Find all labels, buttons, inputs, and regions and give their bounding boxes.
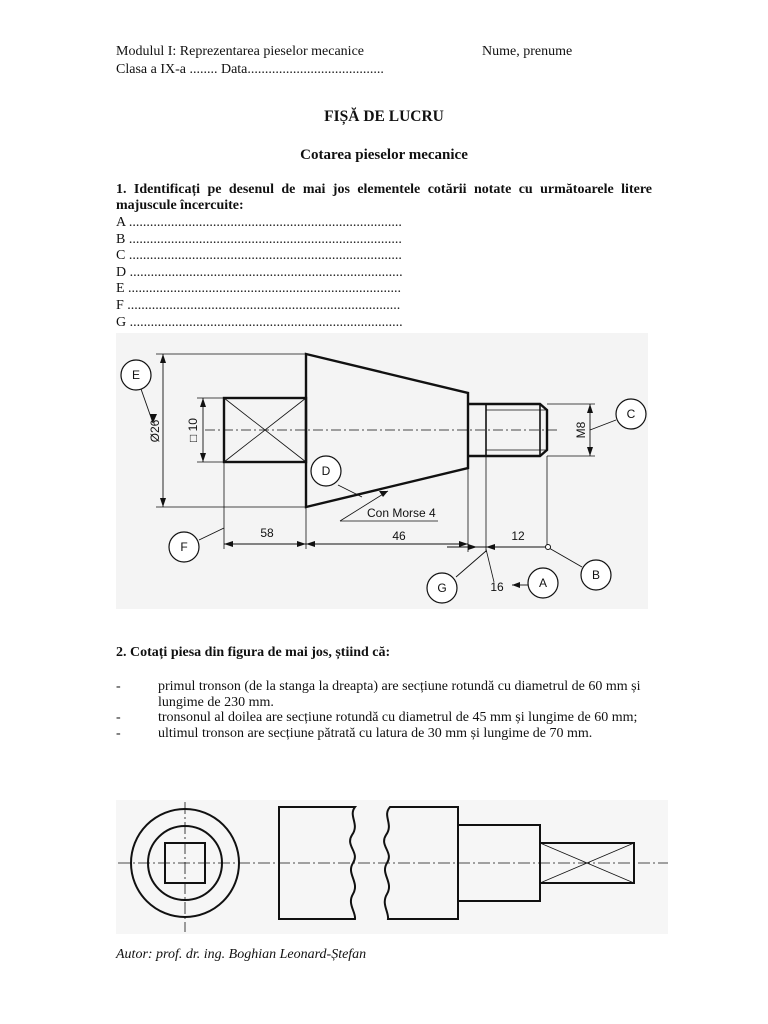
circle-label-f: F [180,540,188,554]
author-credit: Autor: prof. dr. ing. Boghian Leonard-Ștefan [116,947,367,962]
circle-label-b: B [591,568,601,582]
list-item [116,710,652,726]
name-label: Nume, prenume [482,44,573,59]
page-subtitle: Cotarea pieselor mecanice [300,147,468,163]
circle-label-g: G [437,581,447,595]
list-item [116,679,652,710]
answer-line-d: D .............................................................................. [116,264,403,280]
answer-line-b: B .............................................................................. [116,231,402,247]
list-item-text: tronsonul al doilea are secțiune rotundă cu diametrul de 45 mm și lungime de 60 mm; [158,710,638,725]
circle-label-e: E [131,368,141,382]
answer-line-c: C .............................................................................. [116,248,402,264]
dim-text-16: 16 [490,580,504,594]
dim-text-sq10: □ 10 [186,418,200,442]
dim-text-m8: M8 [574,421,588,439]
list-dash: - [116,679,121,694]
dim-text-46: 46 [392,529,406,543]
answer-line-f: F .............................................................................. [116,297,401,313]
dim-text-12: 12 [511,529,525,543]
technical-drawing-2 [0,780,768,940]
list-item-text: ultimul tronson are secțiune pătrată cu latura de 30 mm și lungime de 70 mm. [158,725,593,741]
list-item [116,726,652,742]
module-label: Modulul I: Reprezentarea pieselor mecanice [116,44,364,59]
page-title: FIȘĂ DE LUCRU [324,108,444,125]
dim-text-58: 58 [260,526,274,540]
dim-text-d26: Ø26 [148,419,162,443]
question-1-text: 1. Identificați pe desenul de mai jos elementele cotării notate cu următoarele litere majuscule încercuite: [116,182,652,213]
question-2-text: 2. Cotați piesa din figura de mai jos, știind că: [116,645,391,660]
answer-line-a: A .............................................................................. [116,215,402,230]
answer-line-e: E .............................................................................. [116,281,402,297]
list-dash: - [116,725,121,741]
class-date-label: Clasa a IX-a ........ Data....................................... [116,62,384,77]
circle-label-c: C [626,407,636,421]
list-item-text: primul tronson (de la stanga la dreapta) are secțiune rotundă cu diametrul de 60 mm și lungime de 230 mm. [158,679,641,710]
drawing-background [116,333,648,609]
requirements-list [116,679,652,741]
circle-label-a: A [538,576,548,590]
drawing-background [116,800,668,934]
cone-label: Con Morse 4 [367,506,436,520]
answer-line-g: G .............................................................................. [116,314,403,330]
circle-label-d: D [321,464,331,478]
list-dash: - [116,710,121,725]
